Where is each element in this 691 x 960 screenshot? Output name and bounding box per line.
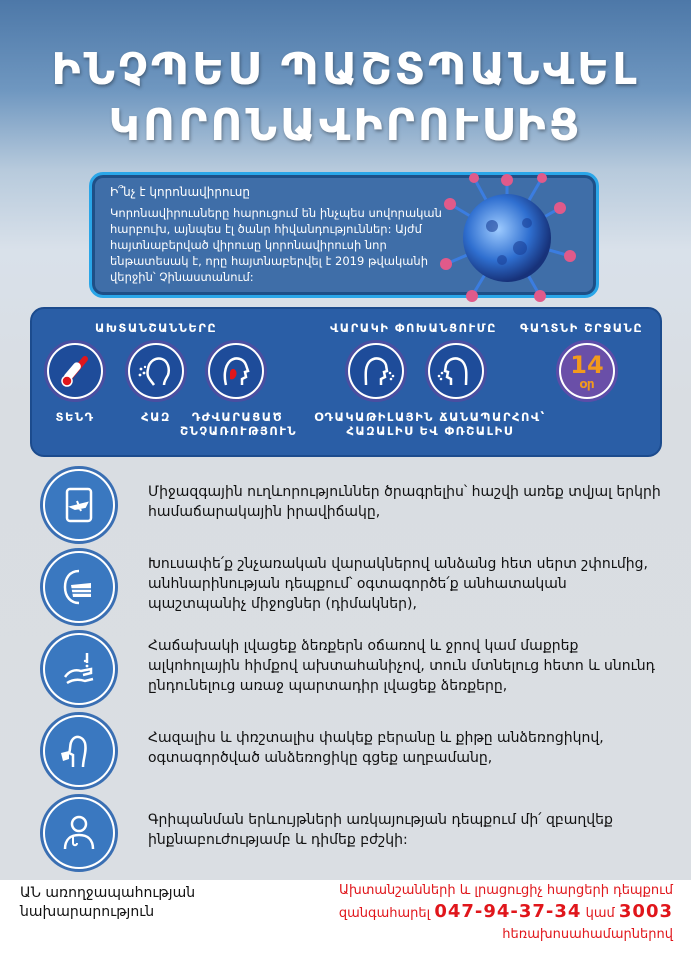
incubation-circle [556, 340, 618, 402]
face-mask-icon [57, 565, 101, 609]
advice-icon-handwash [40, 630, 118, 708]
ministry-name [20, 884, 195, 922]
breathing-difficulty-icon [216, 351, 256, 391]
thermometer-icon [55, 351, 95, 391]
transmission-label: ՕԴԱԿԱԹԻԼԱՅԻՆ ՃԱՆԱՊԱՐՀՈՎ՝ ՀԱԶԱԼԻՍ ԵՎ ՓՌՇԱԼԻՍ [314, 410, 546, 438]
advice-text-3: Հաճախակի լվացեք ձեռքերն օճառով և ջրով կամ մաքրեք ալկոհոլային հիմքով ախտահանիչով, տուն մտնելուց հետո և սնունդ ընդունելուց առաջ պարտադիր լվացեք ձեռքերը, [148, 638, 655, 694]
ministry-line-1: ԱՆ առողջապահության [20, 885, 196, 901]
symptoms-heading: ԱԽՏԱՆՇԱՆՆԵՐԸ [95, 321, 218, 335]
call-prefix: զանգահարել [338, 906, 431, 921]
person-sneezing-icon [436, 351, 476, 391]
symptom-label-cough: ՀԱԶ [141, 410, 171, 424]
advice-text-5: Գրիպանման երևույթների առկայության դեպքում մի՛ զբաղվեք ինքնաբուժությամբ և դիմեք բժշկի: [148, 812, 613, 848]
hotline-line-3: հեռախոսահամարներով [502, 927, 673, 942]
advice-icon-tissue [40, 712, 118, 790]
title-line-1: ԻՆՉՊԵՍ ՊԱՇՏՊԱՆՎԵԼ [51, 44, 640, 95]
travel-document-icon [57, 483, 101, 527]
title-line-2: ԿՈՐՈՆԱՎԻՐՈՒՍԻՑ [108, 100, 583, 151]
person-coughing-icon [356, 351, 396, 391]
fever-circle [44, 340, 106, 402]
hotline-line-2 [273, 901, 673, 924]
hotline-info [273, 880, 673, 945]
incubation-unit: օր [579, 376, 595, 391]
cough-icon [136, 351, 176, 391]
hotline-line-1: Ախտանշանների և լրացուցիչ հարցերի դեպքում [339, 883, 673, 898]
incubation-days: 14 [570, 350, 604, 379]
advice-icon-doctor [40, 794, 118, 872]
ministry-line-2: նախարարություն [20, 904, 155, 920]
symptom-label-fever: ՏԵՆԴ [55, 410, 95, 424]
phone-number-1[interactable]: 047-94-37-34 [434, 901, 582, 922]
advice-text-1: Միջազգային ուղևորություններ ծրագրելիս՝ հաշվի առեք տվյալ երկրի համաճարակային իրավիճակը, [148, 484, 661, 520]
hand-washing-icon [57, 647, 101, 691]
or-text: կամ [585, 906, 615, 921]
transmission-heading: ՎԱՐԱԿԻ ՓՈԽԱՆՑՈՒՄԸ [330, 321, 497, 335]
virus-icon [432, 168, 582, 308]
doctor-icon [57, 811, 101, 855]
phone-number-2[interactable]: 3003 [618, 901, 673, 922]
symptom-label-breathing: ԴԺՎԱՐԱՑԱԾ ՇՆՉԱՌՈՒԹՅՈՒՆ [180, 410, 298, 438]
advice-text-2: Խուսափե՛ք շնչառական վարակներով անձանց հետ սերտ շփումից, անհնարինության դեպքում՝ օգտագործե՛ք անհատական պաշտպանիչ միջոցներ (դիմակներ), [148, 556, 648, 612]
advice-icon-travel [40, 466, 118, 544]
incubation-heading: ԳԱՂՏՆԻ ՇՐՋԱՆԸ [520, 321, 644, 335]
breathing-circle [205, 340, 267, 402]
advice-text-4: Հազալիս և փռշտալիս փակեք բերանը և քիթը անձեռոցիկով, օգտագործված անձեռոցիկը գցեք աղբամանը, [148, 730, 604, 766]
cough-circle [125, 340, 187, 402]
advice-icon-mask [40, 548, 118, 626]
info-text: Կորոնավիրուսները հարուցում են ինչպես սովորական հարբուխ, այնպես էլ ծանր հիվանդություններ: Այժմ հայտնաբերված վիրուսը կորոնավիրուսի նոր ենթատեսակ է, որը հայտնաբերվել է 2019 թվականի վերջին՝ Չինաստանում: [110, 206, 442, 284]
info-heading: Ի՞նչ է կորոնավիրուսը [110, 185, 250, 199]
transmission-circle-1 [345, 340, 407, 402]
transmission-circle-2 [425, 340, 487, 402]
tissue-cough-icon [57, 729, 101, 773]
